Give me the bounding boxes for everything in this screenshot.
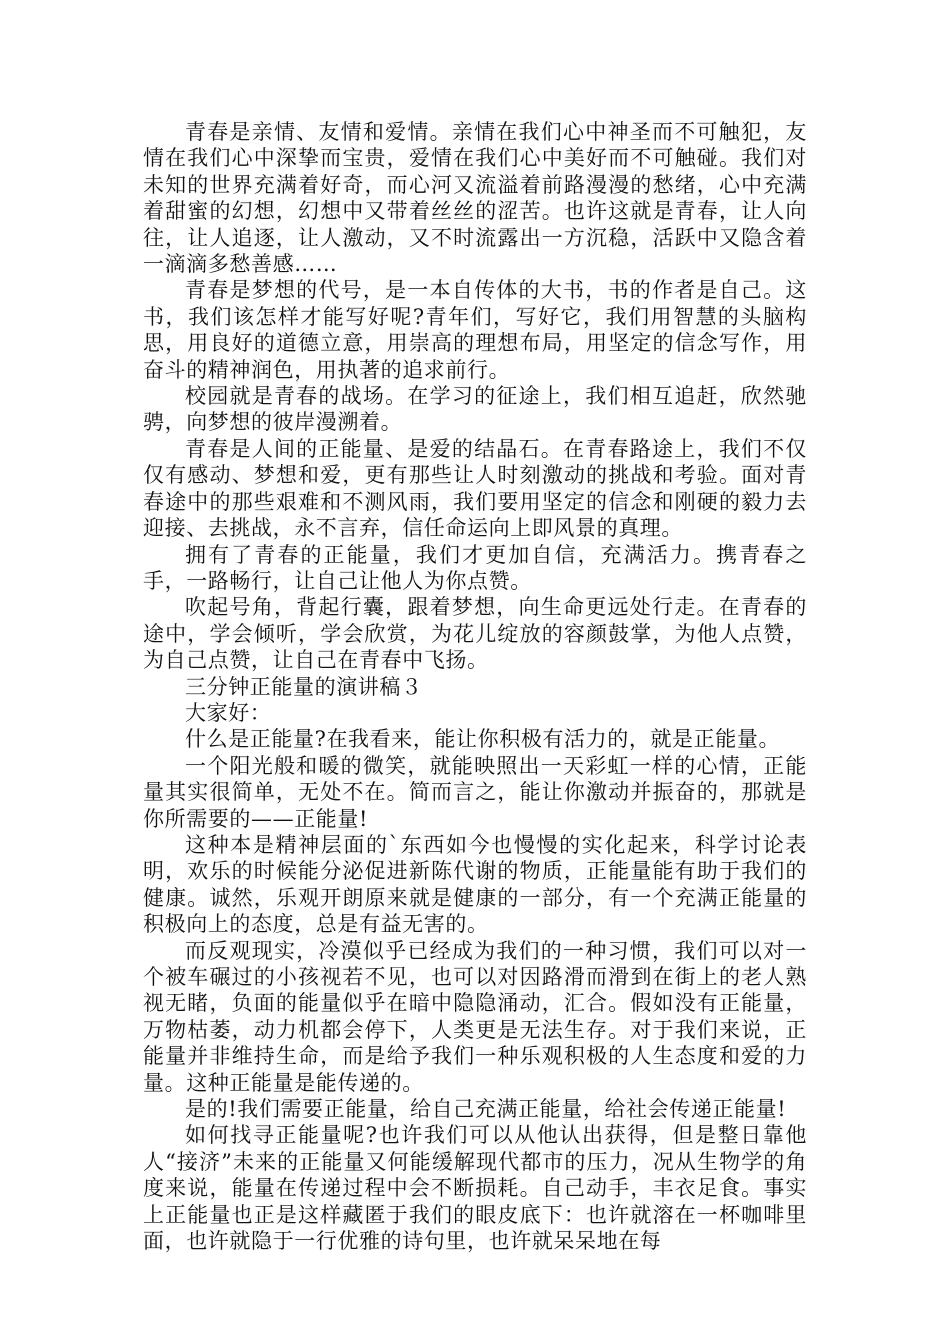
paragraph: 青春是梦想的代号，是一本自传体的大书，书的作者是自己。这书，我们该怎样才能写好呢?青年们，写好它，我们用智慧的头脑构思，用良好的道德立意，用崇高的理想布局，用坚定的信念写作，用奋斗的精神润色，用执著的追求前行。 <box>143 278 807 382</box>
paragraph: 拥有了青春的正能量，我们才更加自信，充满活力。携青春之手，一路畅行，让自己让他人为你点赞。 <box>143 542 807 593</box>
paragraph: 一个阳光般和暖的微笑，就能映照出一天彩虹一样的心情，正能量其实很简单，无处不在。简而言之，能让你激动并振奋的，那就是你所需要的——正能量! <box>143 753 807 831</box>
document-body <box>143 119 807 1254</box>
paragraph: 这种本是精神层面的`东西如今也慢慢的实化起来，科学讨论表明，欢乐的时候能分泌促进新陈代谢的物质，正能量能有助于我们的健康。诚然，乐观开朗原来就是健康的一部分，有一个充满正能量的积极向上的态度，总是有益无害的。 <box>143 832 807 937</box>
paragraph: 什么是正能量?在我看来，能让你积极有活力的，就是正能量。 <box>185 727 781 752</box>
section-heading: 三分钟正能量的演讲稿３ <box>185 674 423 699</box>
paragraph: 是的!我们需要正能量，给自己充满正能量，给社会传递正能量! <box>185 1097 787 1122</box>
paragraph: 青春是人间的正能量、是爱的结晶石。在青春路途上，我们不仅仅有感动、梦想和爱，更有那些让人时刻激动的挑战和考验。面对青春途中的那些艰难和不测风雨，我们要用坚定的信念和刚硬的毅力去迎接、去挑战，永不言弃，信任命运向上即风景的真理。 <box>143 436 807 541</box>
paragraph: 如何找寻正能量呢?也许我们可以从他认出获得，但是整日靠他人“接济”未来的正能量又何能缓解现代都市的压力，况从生物学的角度来说，能量在传递过程中会不断损耗。自己动手，丰衣足食。事实上正能量也正是这样藏匿于我们的眼皮底下：也许就溶在一杯咖啡里面，也许就隐于一行优雅的诗句里，也许就呆呆地在每 <box>143 1123 807 1254</box>
greeting: 大家好： <box>185 700 272 725</box>
paragraph: 青春是亲情、友情和爱情。亲情在我们心中神圣而不可触犯，友情在我们心中深挚而宝贵，爱情在我们心中美好而不可触碰。我们对未知的世界充满着好奇，而心河又流溢着前路漫漫的愁绪，心中充满着甜蜜的幻想，幻想中又带着丝丝的涩苦。也许这就是青春，让人向往，让人追逐，让人激动，又不时流露出一方沉稳，活跃中又隐含着一滴滴多愁善感…… <box>143 120 807 277</box>
paragraph: 校园就是青春的战场。在学习的征途上，我们相互追赶，欣然驰骋，向梦想的彼岸漫溯着。 <box>143 384 807 435</box>
paragraph: 吹起号角，背起行囊，跟着梦想，向生命更远处行走。在青春的途中，学会倾听，学会欣赏，为花儿绽放的容颜鼓掌，为他人点赞，为自己点赞，让自己在青春中飞扬。 <box>143 595 807 673</box>
paragraph: 而反观现实，冷漠似乎已经成为我们的一种习惯，我们可以对一个被车碾过的小孩视若不见，也可以对因路滑而滑到在街上的老人熟视无睹，负面的能量似乎在暗中隐隐涌动，汇合。假如没有正能量，万物枯萎，动力机都会停下，人类更是无法生存。对于我们来说，正能量并非维持生命，而是给予我们一种乐观积极的人生态度和爱的力量。这种正能量是能传递的。 <box>143 938 807 1095</box>
